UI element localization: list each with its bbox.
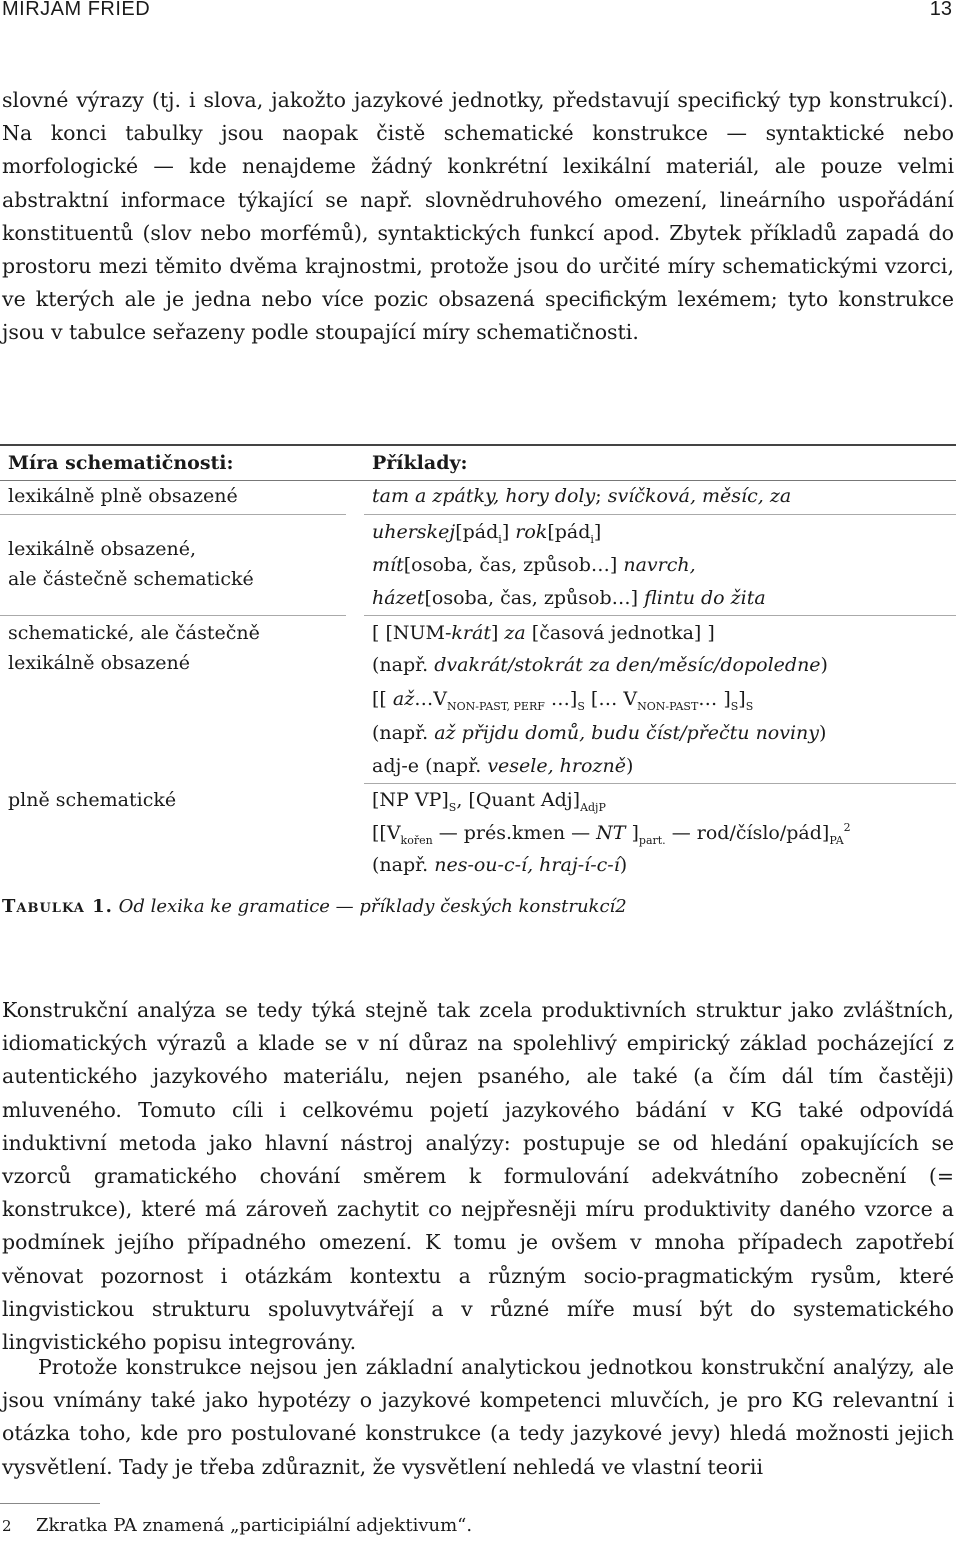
example-row-7 [372, 684, 753, 714]
example-text: uherskej [372, 521, 456, 543]
footnote-rule [0, 1503, 100, 1504]
example-row-1 [372, 481, 791, 511]
running-head-author: MIRJAM FRIED [2, 0, 151, 20]
example-subscript: S [745, 700, 754, 713]
example-text: [osoba, čas, způsob…] [424, 587, 645, 609]
example-text: ] [625, 822, 639, 844]
example-subscript: NON-PAST, PERF [446, 700, 545, 713]
example-text: [osoba, čas, způsob…] [403, 554, 624, 576]
example-text: svíčková, měsíc, za [607, 485, 792, 507]
example-text: ] [501, 521, 516, 543]
example-text: až [392, 688, 415, 710]
row-level-3-line-2: lexikálně obsazené [8, 652, 190, 674]
example-text: [… V [584, 688, 638, 710]
example-text: , [Quant Adj] [456, 789, 581, 811]
example-text: …V [414, 688, 447, 710]
footnote [2, 1512, 472, 1540]
example-text: krát [451, 622, 491, 644]
example-text: [ [NUM- [372, 622, 452, 644]
page-number: 13 [929, 0, 952, 20]
example-row-2 [372, 517, 601, 547]
example-text: — prés.kmen — [432, 822, 597, 844]
example-text: — rod/číslo/pád] [665, 822, 830, 844]
example-text: ) [819, 722, 827, 744]
example-row-10 [372, 785, 606, 815]
example-row-8 [372, 718, 826, 748]
paragraph-analysis: Konstrukční analýza se tedy týká stejně tak zcela produktivních struktur jako zvláštních, idiomatických výrazů a klade se v ní důraz na spolehlivý empirický základ pocházející z autentického jazykového materiálu, nejen psaného, ale také (a čím dál tím častěji) mluveného. Tomuto cíli i celkovému pojetí jazykového bádání v KG také odpovídá induktivní metoda jako hlavní nástroj analýzy: postupuje se od hledání opakujících se vzorců gramatického chování směrem k formulování adekvátního zobecnění (= konstrukce), které má zároveň zachytit co nejpřesněji míru produktivity daného vzorce a podmínek jejího případného omezení. K tomu je ovšem v mnoha případech zapotřebí věnovat pozornost i otázkám kontextu a různým socio-pragmatickým rysům, které lingvistickou strukturu spoluvytvářejí a v různé míře musí být do systematického lingvistického popisu integrovány. [2, 998, 954, 1355]
footnote-text: Zkratka PA znamená „participiální adjektivum“. [36, 1515, 473, 1536]
example-text: ; [595, 485, 608, 507]
paragraph-intro: slovné výrazy (tj. i slova, jakožto jazykové jednotky, představují specifický typ konstrukcí). Na konci tabulky jsou naopak čistě schematické konstrukce — syntaktické nebo morfologické — kde nenajdeme žádný konkrétní lexikální materiál, ale pouze velmi abstraktní informace týkající se např. slovnědruhového omezení, lineárního uspořádání konstituentů (slov nebo morfémů), syntaktických funkcí apod. Zbytek příkladů zapadá do prostoru mezi těmito dvěma krajnostmi, protože jsou do určité míry schematickými vzorci, ve kterých ale je jedna nebo více pozic obsazená specifickým lexémem; tyto konstrukce jsou v tabulce seřazeny podle stoupající míry schematičnosti. [2, 88, 954, 345]
example-subscript: i [498, 533, 502, 546]
row-separator [0, 615, 346, 616]
example-subscript: part. [638, 834, 666, 847]
example-text: ) [820, 654, 828, 676]
table-caption-label: Tabulka 1. [2, 896, 113, 917]
example-text: dvakrát/stokrát za den/měsíc/dopoledne [434, 654, 821, 676]
example-subscript: i [590, 533, 594, 546]
row-level-1: lexikálně plně obsazené [8, 485, 238, 507]
example-text: [NP VP] [372, 789, 449, 811]
example-text: mít [372, 554, 404, 576]
example-text: navrch, [623, 554, 696, 576]
example-text: házet [372, 587, 425, 609]
row-separator [364, 514, 956, 515]
example-text: za [504, 622, 526, 644]
example-subscript: S [448, 801, 457, 814]
example-subscript: S [730, 700, 739, 713]
example-row-4 [372, 583, 766, 613]
example-text: [[V [372, 822, 401, 844]
example-row-12 [372, 850, 627, 880]
example-text: nes-ou-c-í, hraj-í-c-í [434, 854, 620, 876]
example-text: (např. [372, 654, 435, 676]
example-text: ) [619, 854, 628, 876]
example-text: [časová jednotka] ] [525, 622, 715, 644]
example-text: tam a zpátky, hory doly [372, 485, 596, 507]
example-text: ) [625, 755, 634, 777]
row-separator [364, 615, 956, 616]
table-top-rule [0, 444, 956, 446]
running-header [0, 0, 960, 30]
paragraph-hypotheses: Protože konstrukce nejsou jen základní analytickou jednotkou konstrukční analýzy, ale jsou vnímány také jako hypotézy o jazykové kompetenci mluvčích, je pro KG relevantní i otázka toho, kde pro postulované konstrukce (a tedy jazykové jevy) hledá možnosti jejich vysvětlení. Tady je třeba zdůraznit, že vysvětlení nehledá ve vlastní teorii [2, 1355, 954, 1479]
example-text: flintu do žita [644, 587, 766, 609]
example-text: (např. [372, 722, 435, 744]
example-row-5 [372, 618, 715, 648]
example-text: adj-e (např. [372, 755, 488, 777]
example-text: … ] [698, 688, 731, 710]
example-text: rok [515, 521, 548, 543]
example-text: ] [490, 622, 505, 644]
example-subscript: PA [829, 834, 844, 847]
example-text: ] [738, 688, 746, 710]
row-separator [364, 783, 956, 784]
example-subscript: kořen [400, 834, 433, 847]
example-text: [pád [547, 521, 591, 543]
row-level-2-line-2: ale částečně schematické [8, 568, 254, 590]
table-caption [2, 892, 627, 922]
example-row-9 [372, 751, 633, 781]
example-row-3 [372, 550, 696, 580]
row-separator [0, 514, 346, 515]
example-text: NT [596, 822, 626, 844]
example-subscript: AdjP [580, 801, 606, 814]
example-text: vesele, hrozně [487, 755, 626, 777]
example-text: až přijdu domů, budu číst/přečtu noviny [434, 722, 820, 744]
table-header-right: Příklady: [372, 452, 468, 474]
example-text: (např. [372, 854, 435, 876]
example-text: ] [593, 521, 602, 543]
footnote-number: 2 [2, 1517, 12, 1535]
example-subscript: NON-PAST [637, 700, 699, 713]
example-text: [[ [372, 688, 393, 710]
example-row-6 [372, 650, 828, 680]
example-subscript: S [577, 700, 585, 713]
example-text: [pád [455, 521, 499, 543]
footnote-ref: 2 [843, 821, 851, 834]
table-caption-text: Od lexika ke gramatice — příklady českých konstrukcí2 [118, 896, 627, 917]
example-row-11 [372, 818, 851, 848]
row-level-3-line-1: schematické, ale částečně [8, 622, 260, 644]
example-text: …] [544, 688, 578, 710]
row-level-4: plně schematické [8, 789, 177, 811]
table-header-left: Míra schematičnosti: [8, 452, 234, 474]
row-level-2-line-1: lexikálně obsazené, [8, 538, 197, 560]
